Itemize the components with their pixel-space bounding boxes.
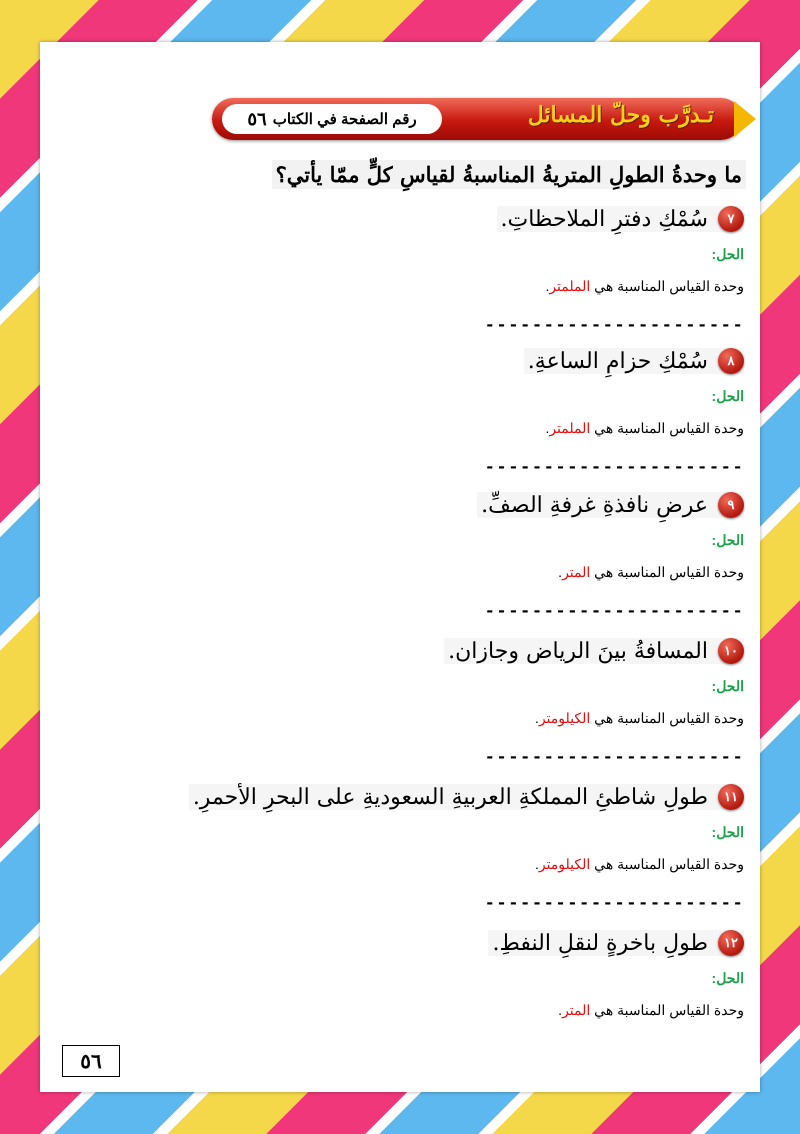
solution-label: الحل:	[711, 678, 744, 694]
exercise-9	[40, 492, 760, 632]
worksheet-page	[40, 42, 760, 1092]
section-banner	[212, 98, 742, 140]
answer-line	[558, 564, 744, 581]
divider-line: ----------------------	[484, 458, 744, 478]
answer-prefix: وحدة القياس المناسبة هي	[594, 278, 744, 294]
exercise-header	[444, 638, 744, 664]
answer-line	[545, 278, 744, 295]
divider-line: ----------------------	[484, 316, 744, 336]
answer-unit: المتر	[562, 564, 591, 580]
exercise-number-badge: ١٢	[718, 930, 744, 956]
page-number: ٥٦	[62, 1045, 120, 1077]
answer-end: .	[534, 856, 539, 872]
solution-label: الحل:	[711, 824, 744, 840]
solution-label: الحل:	[711, 388, 744, 404]
exercise-text: سُمْكِ دفترِ الملاحظاتِ.	[500, 206, 708, 232]
banner-arrow-icon	[734, 101, 756, 137]
answer-end: .	[558, 564, 563, 580]
exercise-text: طولِ باخرةٍ لنقلِ النفطِ.	[492, 930, 708, 956]
exercise-header	[524, 348, 744, 374]
exercise-header	[497, 206, 745, 232]
answer-prefix: وحدة القياس المناسبة هي	[594, 564, 744, 580]
divider-line: ----------------------	[484, 894, 744, 914]
divider-line: ----------------------	[484, 748, 744, 768]
exercise-text: عرضِ نافذةِ غرفةِ الصفِّ.	[481, 492, 708, 518]
answer-line	[558, 1002, 744, 1019]
answer-unit: الملمتر	[549, 278, 591, 294]
answer-prefix: وحدة القياس المناسبة هي	[594, 856, 744, 872]
exercise-8	[40, 348, 760, 488]
exercise-10	[40, 638, 760, 778]
exercise-7	[40, 206, 760, 346]
page-reference	[222, 104, 442, 134]
answer-prefix: وحدة القياس المناسبة هي	[594, 420, 744, 436]
answer-unit: الملمتر	[549, 420, 591, 436]
exercise-header	[477, 492, 744, 518]
banner-title: تـدرَّب وحلّ المسائل	[527, 102, 714, 128]
exercise-text: طولِ شاطئِ المملكةِ العربيةِ السعوديةِ على البحرِ الأحمرِ.	[192, 784, 708, 810]
answer-end: .	[545, 420, 550, 436]
exercise-number-badge: ٩	[718, 492, 744, 518]
answer-line	[535, 856, 744, 873]
page-reference-label: رقم الصفحة في الكتاب	[272, 111, 417, 128]
exercise-header	[189, 784, 744, 810]
answer-end: .	[534, 710, 539, 726]
exercise-number-badge: ١١	[718, 784, 744, 810]
exercise-12	[40, 930, 760, 1040]
solution-label: الحل:	[711, 532, 744, 548]
page-reference-number: ٥٦	[247, 108, 267, 129]
answer-unit: الكيلومتر	[538, 856, 591, 872]
exercise-number-badge: ١٠	[718, 638, 744, 664]
answer-prefix: وحدة القياس المناسبة هي	[594, 710, 744, 726]
exercise-text: المسافةُ بينَ الرياض وجازان.	[448, 638, 708, 664]
answer-unit: المتر	[562, 1002, 591, 1018]
answer-end: .	[558, 1002, 563, 1018]
question-title: ما وحدةُ الطولِ المتريةُ المناسبةُ لقياسِ كلٍّ ممّا يأتي؟	[272, 160, 746, 189]
answer-end: .	[545, 278, 550, 294]
solution-label: الحل:	[711, 246, 744, 262]
exercise-number-badge: ٨	[718, 348, 744, 374]
divider-line: ----------------------	[484, 602, 744, 622]
answer-prefix: وحدة القياس المناسبة هي	[594, 1002, 744, 1018]
exercise-header	[488, 930, 744, 956]
exercise-text: سُمْكِ حزامِ الساعةِ.	[527, 348, 708, 374]
answer-line	[545, 420, 744, 437]
exercise-number-badge: ٧	[718, 206, 744, 232]
solution-label: الحل:	[711, 970, 744, 986]
answer-unit: الكيلومتر	[538, 710, 591, 726]
exercise-11	[40, 784, 760, 924]
answer-line	[535, 710, 744, 727]
